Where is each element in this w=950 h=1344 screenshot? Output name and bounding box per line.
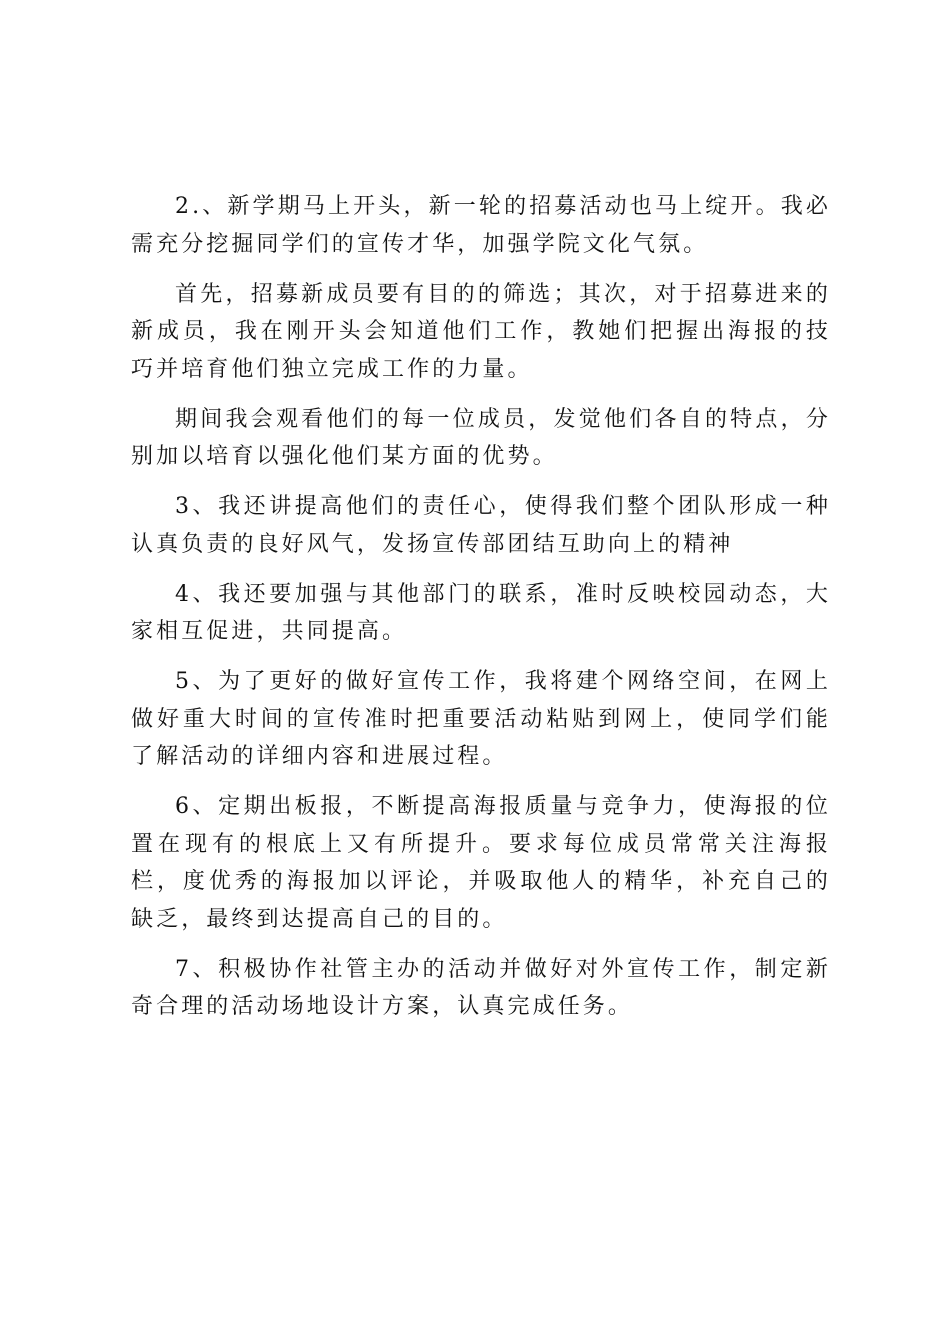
paragraph-5: 4、我还要加强与其他部门的联系，准时反映校园动态，大家相互促进，共同提高。: [131, 581, 831, 644]
paragraph-3: 期间我会观看他们的每一位成员，发觉他们各自的特点，分别加以培育以强化他们某方面的优势。: [131, 406, 831, 469]
paragraph-1: 2.、新学期马上开头，新一轮的招募活动也马上绽开。我必需充分挖掘同学们的宣传才华，加强学院文化气氛。: [131, 194, 831, 257]
paragraph-7: 6、定期出板报，不断提高海报质量与竞争力，使海报的位置在现有的根底上又有所提升。要求每位成员常常关注海报栏，度优秀的海报加以评论，并吸取他人的精华，补充自己的缺乏，最终到达提高自己的目的。: [131, 794, 831, 932]
paragraph-8: 7、积极协作社管主办的活动并做好对外宣传工作，制定新奇合理的活动场地设计方案，认真完成任务。: [131, 956, 831, 1019]
paragraph-2: 首先，招募新成员要有目的的筛选；其次，对于招募进来的新成员，我在刚开头会知道他们工作，教她们把握出海报的技巧并培育他们独立完成工作的力量。: [131, 281, 831, 382]
document-body: [131, 188, 831, 1038]
paragraph-6: 5、为了更好的做好宣传工作，我将建个网络空间，在网上做好重大时间的宣传准时把重要活动粘贴到网上，使同学们能了解活动的详细内容和进展过程。: [131, 669, 831, 769]
paragraph-4: 3、我还讲提高他们的责任心，使得我们整个团队形成一种认真负责的良好风气，发扬宣传部团结互助向上的精神: [131, 494, 831, 557]
